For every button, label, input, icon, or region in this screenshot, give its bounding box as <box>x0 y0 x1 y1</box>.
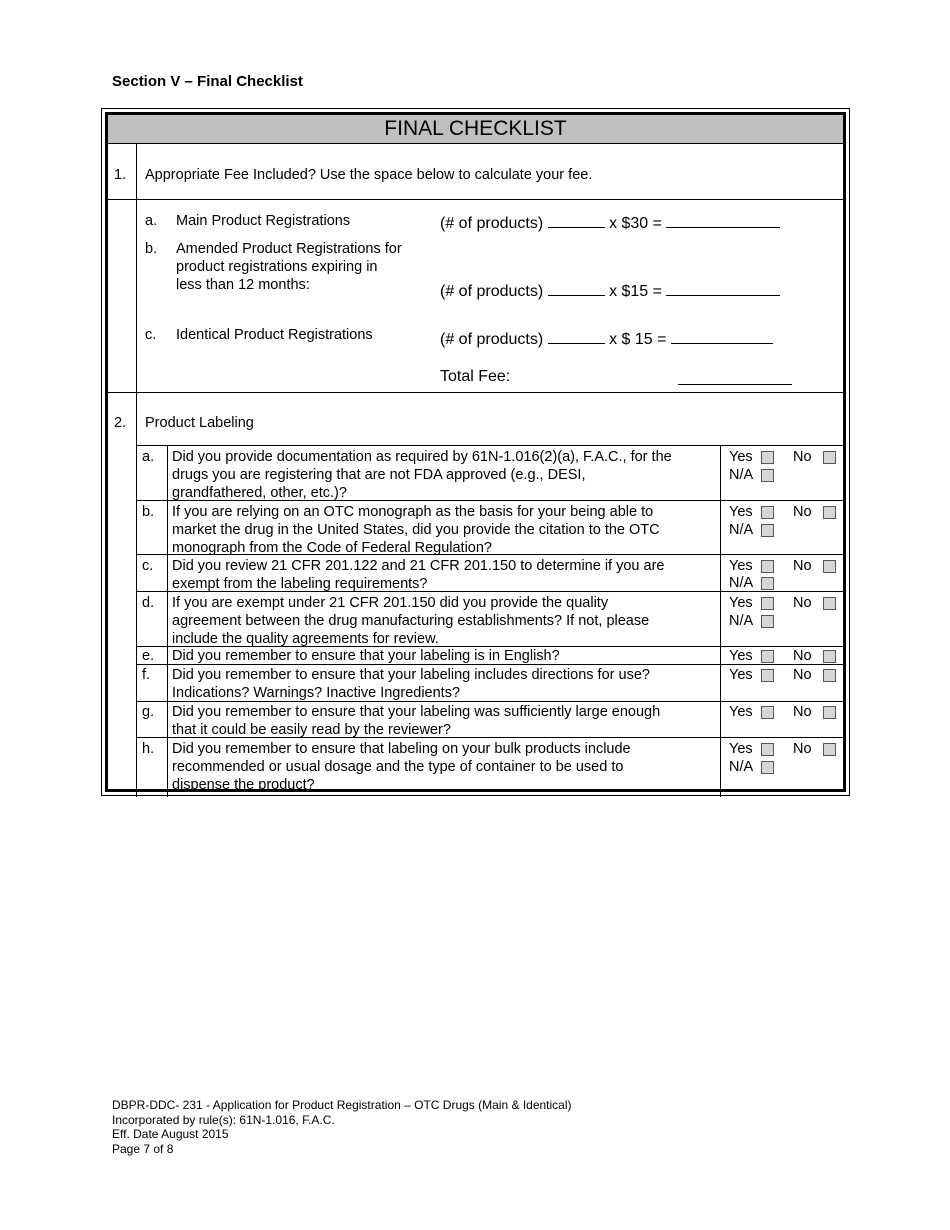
question-line: market the drug in the United States, did you provide the citation to the OTC <box>172 522 660 538</box>
checklist-inner-frame <box>105 112 846 792</box>
question-c-no-label: No <box>793 558 812 574</box>
fee-a-calculation <box>440 212 780 234</box>
fee-c-products-label: (# of products) <box>440 331 544 348</box>
fee-b-letter: b. <box>145 241 158 257</box>
question-a-no-label: No <box>793 449 812 465</box>
question-a-yes-checkbox[interactable] <box>761 451 774 464</box>
question-d-no-label: No <box>793 595 812 611</box>
checklist-title: FINAL CHECKLIST <box>108 115 843 144</box>
question-c-text <box>172 557 717 593</box>
section-heading: Section V – Final Checklist <box>112 73 303 90</box>
question-h-no-checkbox[interactable] <box>823 743 836 756</box>
fee-b-label-line1: Amended Product Registrations for <box>176 241 402 257</box>
fee-b-products-label: (# of products) <box>440 283 544 300</box>
question-line: include the quality agreements for review. <box>172 631 439 647</box>
fee-a-multiplier: x $30 = <box>609 215 662 232</box>
item2-number: 2. <box>114 415 127 431</box>
question-a-yes-label: Yes <box>729 449 753 465</box>
fee-c-calculation <box>440 328 773 350</box>
question-g-no-checkbox[interactable] <box>823 706 836 719</box>
question-b-letter: b. <box>142 504 155 520</box>
question-line: Indications? Warnings? Inactive Ingredients? <box>172 685 461 701</box>
question-line: monograph from the Code of Federal Regulation? <box>172 540 492 556</box>
question-f-yes-label: Yes <box>729 667 753 683</box>
question-line: dispense the product? <box>172 777 315 793</box>
question-c-yes-label: Yes <box>729 558 753 574</box>
question-d-no-checkbox[interactable] <box>823 597 836 610</box>
footer-effective-date: Eff. Date August 2015 <box>112 1127 229 1141</box>
question-c-yes-checkbox[interactable] <box>761 560 774 573</box>
question-f-letter: f. <box>142 667 151 683</box>
item1-number: 1. <box>114 167 127 183</box>
question-a-no-checkbox[interactable] <box>823 451 836 464</box>
question-e-yes-label: Yes <box>729 648 753 664</box>
fee-c-label: Identical Product Registrations <box>176 327 373 343</box>
fee-b-label-line2: product registrations expiring in <box>176 259 378 275</box>
fee-a-label: Main Product Registrations <box>176 213 351 229</box>
question-b-no-checkbox[interactable] <box>823 506 836 519</box>
question-d-text <box>172 594 717 648</box>
question-b-na-label: N/A <box>729 522 754 538</box>
question-h-text <box>172 740 717 794</box>
question-e-yes-checkbox[interactable] <box>761 650 774 663</box>
item2-divider <box>108 392 843 393</box>
fee-c-products-field[interactable] <box>548 328 605 344</box>
question-b-no-label: No <box>793 504 812 520</box>
question-b-yes-label: Yes <box>729 504 753 520</box>
total-fee-field[interactable] <box>678 369 792 385</box>
fee-b-label-line3: less than 12 months: <box>176 277 310 293</box>
fee-b-products-field[interactable] <box>548 280 605 296</box>
question-d-letter: d. <box>142 595 155 611</box>
question-line: exempt from the labeling requirements? <box>172 576 428 592</box>
question-letter-divider <box>167 445 168 797</box>
questions-top-rule <box>136 445 843 446</box>
question-line: Did you remember to ensure that your labeling includes directions for use? <box>172 667 650 683</box>
fee-c-letter: c. <box>145 327 157 343</box>
question-c-na-checkbox[interactable] <box>761 577 774 590</box>
question-h-na-label: N/A <box>729 759 754 775</box>
question-line: agreement between the drug manufacturing establishments? If not, please <box>172 613 650 629</box>
question-line: drugs you are registering that are not FDA approved (e.g., DESI, <box>172 467 586 483</box>
question-h-yes-checkbox[interactable] <box>761 743 774 756</box>
question-g-text <box>172 703 717 739</box>
question-line: If you are relying on an OTC monograph as the basis for your being able to <box>172 504 654 520</box>
question-e-no-checkbox[interactable] <box>823 650 836 663</box>
item1-divider <box>108 199 843 200</box>
question-e-letter: e. <box>142 648 155 664</box>
question-g-no-label: No <box>793 704 812 720</box>
question-b-na-checkbox[interactable] <box>761 524 774 537</box>
question-line: Did you review 21 CFR 201.122 and 21 CFR 201.150 to determine if you are <box>172 558 665 574</box>
question-g-letter: g. <box>142 704 155 720</box>
question-d-yes-checkbox[interactable] <box>761 597 774 610</box>
question-g-yes-label: Yes <box>729 704 753 720</box>
question-a-letter: a. <box>142 449 155 465</box>
fee-a-letter: a. <box>145 213 158 229</box>
footer-page-number: Page 7 of 8 <box>112 1141 174 1156</box>
question-f-no-label: No <box>793 667 812 683</box>
item2-text: Product Labeling <box>145 415 254 431</box>
question-d-na-label: N/A <box>729 613 754 629</box>
question-c-na-label: N/A <box>729 575 754 591</box>
total-fee-label: Total Fee: <box>440 368 511 385</box>
footer-form-title: DBPR-DDC- 231 - Application for Product Registration – OTC Drugs (Main & Identical) <box>112 1098 572 1112</box>
question-d-yes-label: Yes <box>729 595 753 611</box>
fee-a-products-field[interactable] <box>548 212 605 228</box>
question-line: Did you remember to ensure that your labeling is in English? <box>172 648 560 664</box>
question-h-na-checkbox[interactable] <box>761 761 774 774</box>
fee-b-amount-field[interactable] <box>666 280 780 296</box>
footer-rule-reference: Incorporated by rule(s): 61N-1.016, F.A.C. <box>112 1112 335 1127</box>
question-line: recommended or usual dosage and the type of container to be used to <box>172 759 624 775</box>
question-e-text <box>172 647 717 665</box>
fee-b-calculation <box>440 280 780 302</box>
question-a-na-label: N/A <box>729 467 754 483</box>
question-line: that it could be easily read by the reviewer? <box>172 722 451 738</box>
fee-a-amount-field[interactable] <box>666 212 780 228</box>
question-a-text <box>172 448 717 502</box>
question-f-no-checkbox[interactable] <box>823 669 836 682</box>
question-g-yes-checkbox[interactable] <box>761 706 774 719</box>
answer-column-divider <box>720 445 721 797</box>
question-d-na-checkbox[interactable] <box>761 615 774 628</box>
page-footer <box>112 1098 572 1156</box>
fee-a-products-label: (# of products) <box>440 215 544 232</box>
question-line: If you are exempt under 21 CFR 201.150 did you provide the quality <box>172 595 609 611</box>
fee-b-multiplier: x $15 = <box>609 283 662 300</box>
fee-c-multiplier: x $ 15 = <box>609 331 667 348</box>
number-column-divider <box>136 144 137 797</box>
question-c-letter: c. <box>142 558 154 574</box>
question-f-text <box>172 666 717 702</box>
question-h-yes-label: Yes <box>729 741 753 757</box>
question-b-yes-checkbox[interactable] <box>761 506 774 519</box>
question-e-no-label: No <box>793 648 812 664</box>
question-f-yes-checkbox[interactable] <box>761 669 774 682</box>
question-b-text <box>172 503 717 557</box>
question-line: Did you remember to ensure that your labeling was sufficiently large enough <box>172 704 661 720</box>
item1-text: Appropriate Fee Included? Use the space below to calculate your fee. <box>145 167 593 183</box>
fee-c-amount-field[interactable] <box>671 328 773 344</box>
question-line: grandfathered, other, etc.)? <box>172 485 347 501</box>
question-h-no-label: No <box>793 741 812 757</box>
question-line: Did you provide documentation as required by 61N-1.016(2)(a), F.A.C., for the <box>172 449 672 465</box>
question-c-no-checkbox[interactable] <box>823 560 836 573</box>
question-line: Did you remember to ensure that labeling on your bulk products include <box>172 741 631 757</box>
question-a-na-checkbox[interactable] <box>761 469 774 482</box>
question-h-letter: h. <box>142 741 155 757</box>
final-checklist-table <box>101 108 850 796</box>
